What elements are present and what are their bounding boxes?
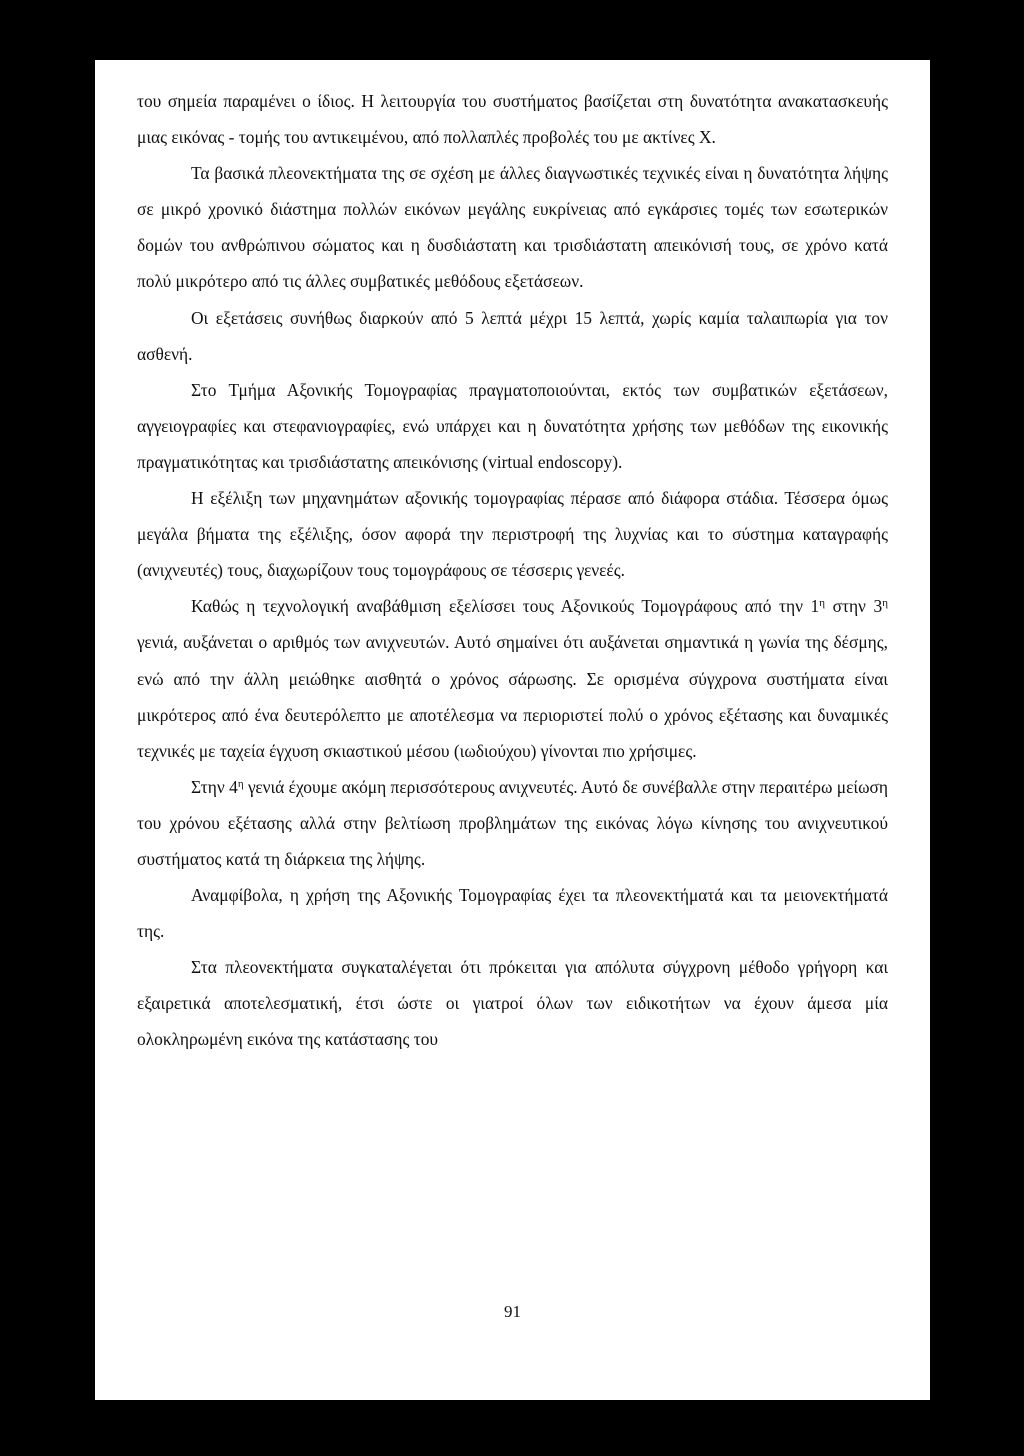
ordinal-superscript: η [882, 597, 888, 610]
paragraph-6-text-b: στην 3 [825, 596, 883, 617]
ordinal-superscript: η [237, 777, 244, 790]
paragraph-7 [137, 769, 888, 877]
paragraph-9: Στα πλεονεκτήματα συγκαταλέγεται ότι πρόκειται για απόλυτα σύγχρονη μέθοδο γρήγορη και εξαιρετικά αποτελεσματική, έτσι ώστε οι γιατροί όλων των ειδικοτήτων να έχουν άμεσα μία ολοκληρωμένη εικόνα της κατάστασης του [137, 957, 888, 1050]
paragraph-2: Τα βασικά πλεονεκτήματα της σε σχέση με άλλες διαγνωστικές τεχνικές είναι η δυνατότητα λήψης σε μικρό χρονικό διάστημα πολλών εικόνων μεγάλης ευκρίνειας από εγκάρσιες τομές των εσωτερικών δομών του ανθρώπινου σώματος και η δυσδιάστατη και τρισδιάστατη απεικόνισή τους, σε χρόνο κατά πολύ μικρότερο από τις άλλες συμβατικές μεθόδους εξετάσεων. [137, 163, 888, 292]
paragraph-6 [137, 588, 888, 768]
paragraph-3: Οι εξετάσεις συνήθως διαρκούν από 5 λεπτά μέχρι 15 λεπτά, χωρίς καμία ταλαιπωρία για τον ασθενή. [137, 307, 888, 364]
ordinal-superscript: η [819, 597, 825, 610]
paragraph-8: Αναμφίβολα, η χρήση της Αξονικής Τομογραφίας έχει τα πλεονεκτήματά και τα μειονεκτήματά της. [137, 885, 888, 942]
paragraph-7-text-a: Στην 4 [191, 776, 238, 797]
paragraph-7-text-b: γενιά έχουμε ακόμη περισσότερους ανιχνευτές. Αυτό δε συνέβαλλε στην περαιτέρω μείωση του χρόνου εξέτασης αλλά στην βελτίωση προβλημάτων της εικόνας λόγω κίνησης του ανιχνευτικού συστήματος κατά τη διάρκεια της λήψης. [137, 776, 888, 869]
paragraph-5: Η εξέλιξη των μηχανημάτων αξονικής τομογραφίας πέρασε από διάφορα στάδια. Τέσσερα όμως μεγάλα βήματα της εξέλιξης, όσον αφορά την περιστροφή της λυχνίας και το σύστημα καταγραφής (ανιχνευτές) τους, διαχωρίζουν τους τομογράφους σε τέσσερις γενεές. [137, 488, 888, 581]
paragraph-6-text-c: γενιά, αυξάνεται ο αριθμός των ανιχνευτών. Αυτό σημαίνει ότι αυξάνεται σημαντικά η γωνία της δέσμης, ενώ από την άλλη μειώθηκε αισθητά ο χρόνος σάρωσης. Σε ορισμένα σύγχρονα συστήματα είναι μικρότερος από ένα δευτερόλεπτο με αποτέλεσμα να περιοριστεί πολύ ο χρόνος εξέτασης και δυναμικές τεχνικές με ταχεία έγχυση σκιαστικού μέσου (ιωδιούχου) γίνονται πιο χρήσιμες. [137, 632, 888, 761]
page-number: 91 [504, 1302, 521, 1321]
paragraph-6-text-a: Καθώς η τεχνολογική αναβάθμιση εξελίσσει τους Αξονικούς Τομογράφους από την 1 [191, 596, 820, 617]
paragraph-1: του σημεία παραμένει ο ίδιος. Η λειτουργία του συστήματος βασίζεται στη δυνατότητα ανακατασκευής μιας εικόνας - τομής του αντικειμένου, από πολλαπλές προβολές του με ακτίνες Χ. [137, 91, 888, 148]
paragraph-4: Στο Τμήμα Αξονικής Τομογραφίας πραγματοποιούνται, εκτός των συμβατικών εξετάσεων, αγγειογραφίες και στεφανιογραφίες, ενώ υπάρχει και η δυνατότητα χρήσης των μεθόδων της εικονικής πραγματικότητας και τρισδιάστατης απεικόνισης (virtual endoscopy). [137, 379, 888, 472]
document-page [95, 60, 930, 1400]
